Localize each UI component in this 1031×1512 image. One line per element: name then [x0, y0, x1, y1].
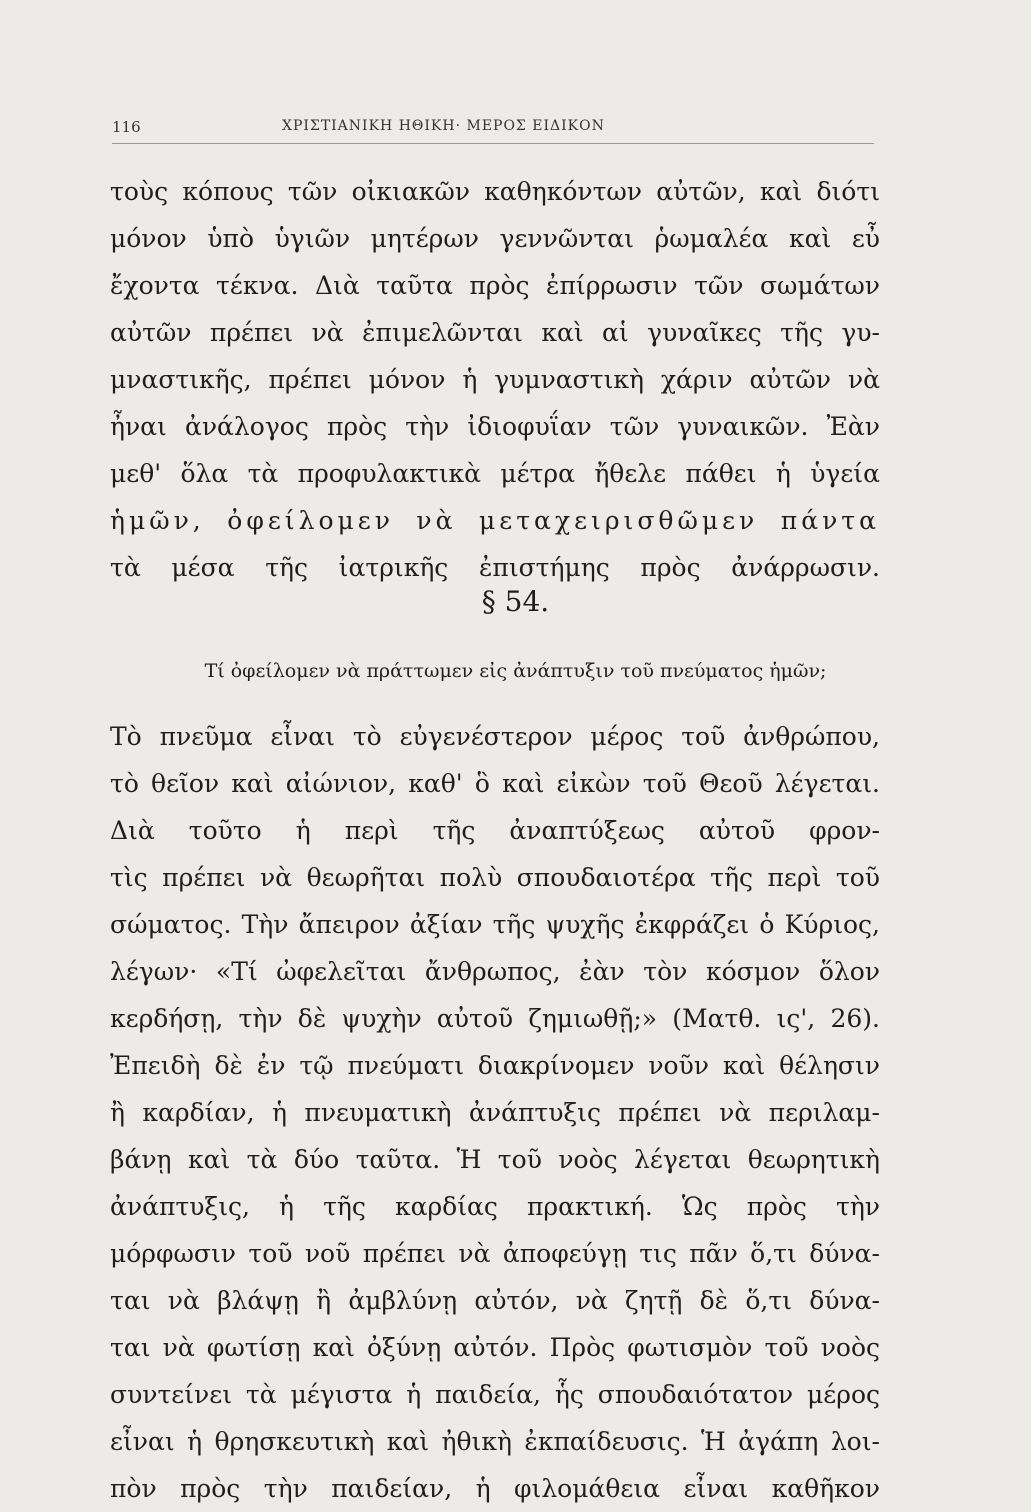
header-rule — [112, 143, 874, 144]
text-line: Ἐπειδὴ δὲ ἐν τῷ πνεύματι διακρίνομεν νοῦν καὶ θέλησιν — [110, 1051, 880, 1080]
text-line: τοὺς κόπους τῶν οἰκιακῶν καθηκόντων αὐτῶν, καὶ διότι — [110, 177, 880, 206]
text-line: ἡμῶν, ὀφείλομεν νὰ μεταχειρισθῶμεν πάντα — [110, 506, 880, 535]
text-line: ται νὰ βλάψῃ ἢ ἀμβλύνῃ αὐτόν, νὰ ζητῇ δὲ ὅ,τι δύνα- — [110, 1286, 880, 1315]
text-line: αὐτῶν πρέπει νὰ ἐπιμελῶνται καὶ αἱ γυναῖκες τῆς γυ- — [110, 318, 880, 347]
text-line: ἔχοντα τέκνα. Διὰ ταῦτα πρὸς ἐπίρρωσιν τῶν σωμάτων — [110, 271, 880, 300]
paragraph-2 — [110, 713, 880, 1512]
text-line: μεθ' ὅλα τὰ προφυλακτικὰ μέτρα ἤθελε πάθει ἡ ὑγεία — [110, 459, 880, 488]
section-question: Τί ὀφείλομεν νὰ πράττωμεν εἰς ἀνάπτυξιν τοῦ πνεύματος ἡμῶν; — [204, 660, 827, 682]
text-line: πὸν πρὸς τὴν παιδείαν, ἡ φιλομάθεια εἶναι καθῆκον — [110, 1474, 880, 1503]
text-line: μναστικῆς, πρέπει μόνον ἡ γυμναστικὴ χάριν αὐτῶν νὰ — [110, 365, 880, 394]
text-line: ἦναι ἀνάλογος πρὸς τὴν ἰδιοφυΐαν τῶν γυναικῶν. Ἐὰν — [110, 412, 880, 441]
text-line: τὸ θεῖον καὶ αἰώνιον, καθ' ὃ καὶ εἰκὼν τοῦ Θεοῦ λέγεται. — [110, 769, 880, 798]
page-header — [112, 118, 932, 142]
page-number: 116 — [112, 118, 141, 136]
text-line: τὰ μέσα τῆς ἰατρικῆς ἐπιστήμης πρὸς ἀνάρρωσιν. — [110, 553, 880, 582]
text-line: μόρφωσιν τοῦ νοῦ πρέπει νὰ ἀποφεύγῃ τις πᾶν ὅ,τι δύνα- — [110, 1239, 880, 1268]
section-number: § 54. — [481, 585, 550, 618]
text-line: συντείνει τὰ μέγιστα ἡ παιδεία, ἧς σπουδαιότατον μέρος — [110, 1380, 880, 1409]
text-line: μόνον ὑπὸ ὑγιῶν μητέρων γεννῶνται ῥωμαλέα καὶ εὖ — [110, 224, 880, 253]
text-line: σώματος. Τὴν ἄπειρον ἀξίαν τῆς ψυχῆς ἐκφράζει ὁ Κύριος, — [110, 910, 880, 939]
text-line: βάνῃ καὶ τὰ δύο ταῦτα. Ἡ τοῦ νοὸς λέγεται θεωρητικὴ — [110, 1145, 880, 1174]
paragraph-1 — [110, 168, 880, 591]
text-line: Διὰ τοῦτο ἡ περὶ τῆς ἀναπτύξεως αὐτοῦ φρον- — [110, 816, 880, 845]
text-line: κερδήσῃ, τὴν δὲ ψυχὴν αὐτοῦ ζημιωθῇ;» (Ματθ. ις', 26). — [110, 1004, 880, 1033]
text-line: λέγων· «Τί ὠφελεῖται ἄνθρωπος, ἐὰν τὸν κόσμον ὅλον — [110, 957, 880, 986]
text-line: ται νὰ φωτίσῃ καὶ ὀξύνῃ αὐτόν. Πρὸς φωτισμὸν τοῦ νοὸς — [110, 1333, 880, 1362]
text-line: εἶναι ἡ θρησκευτικὴ καὶ ἠθικὴ ἐκπαίδευσις. Ἡ ἀγάπη λοι- — [110, 1427, 880, 1456]
text-line: τὶς πρέπει νὰ θεωρῆται πολὺ σπουδαιοτέρα τῆς περὶ τοῦ — [110, 863, 880, 892]
text-line: ἀνάπτυξις, ἡ τῆς καρδίας πρακτική. Ὡς πρὸς τὴν — [110, 1192, 880, 1221]
text-line: ἢ καρδίαν, ἡ πνευματικὴ ἀνάπτυξις πρέπει νὰ περιλαμ- — [110, 1098, 880, 1127]
running-title: ΧΡΙΣΤΙΑΝΙΚΗ ΗΘΙΚΗ· ΜΕΡΟΣ ΕΙΔΙΚΟΝ — [282, 118, 605, 134]
text-line: Τὸ πνεῦμα εἶναι τὸ εὐγενέστερον μέρος τοῦ ἀνθρώπου, — [110, 722, 880, 751]
